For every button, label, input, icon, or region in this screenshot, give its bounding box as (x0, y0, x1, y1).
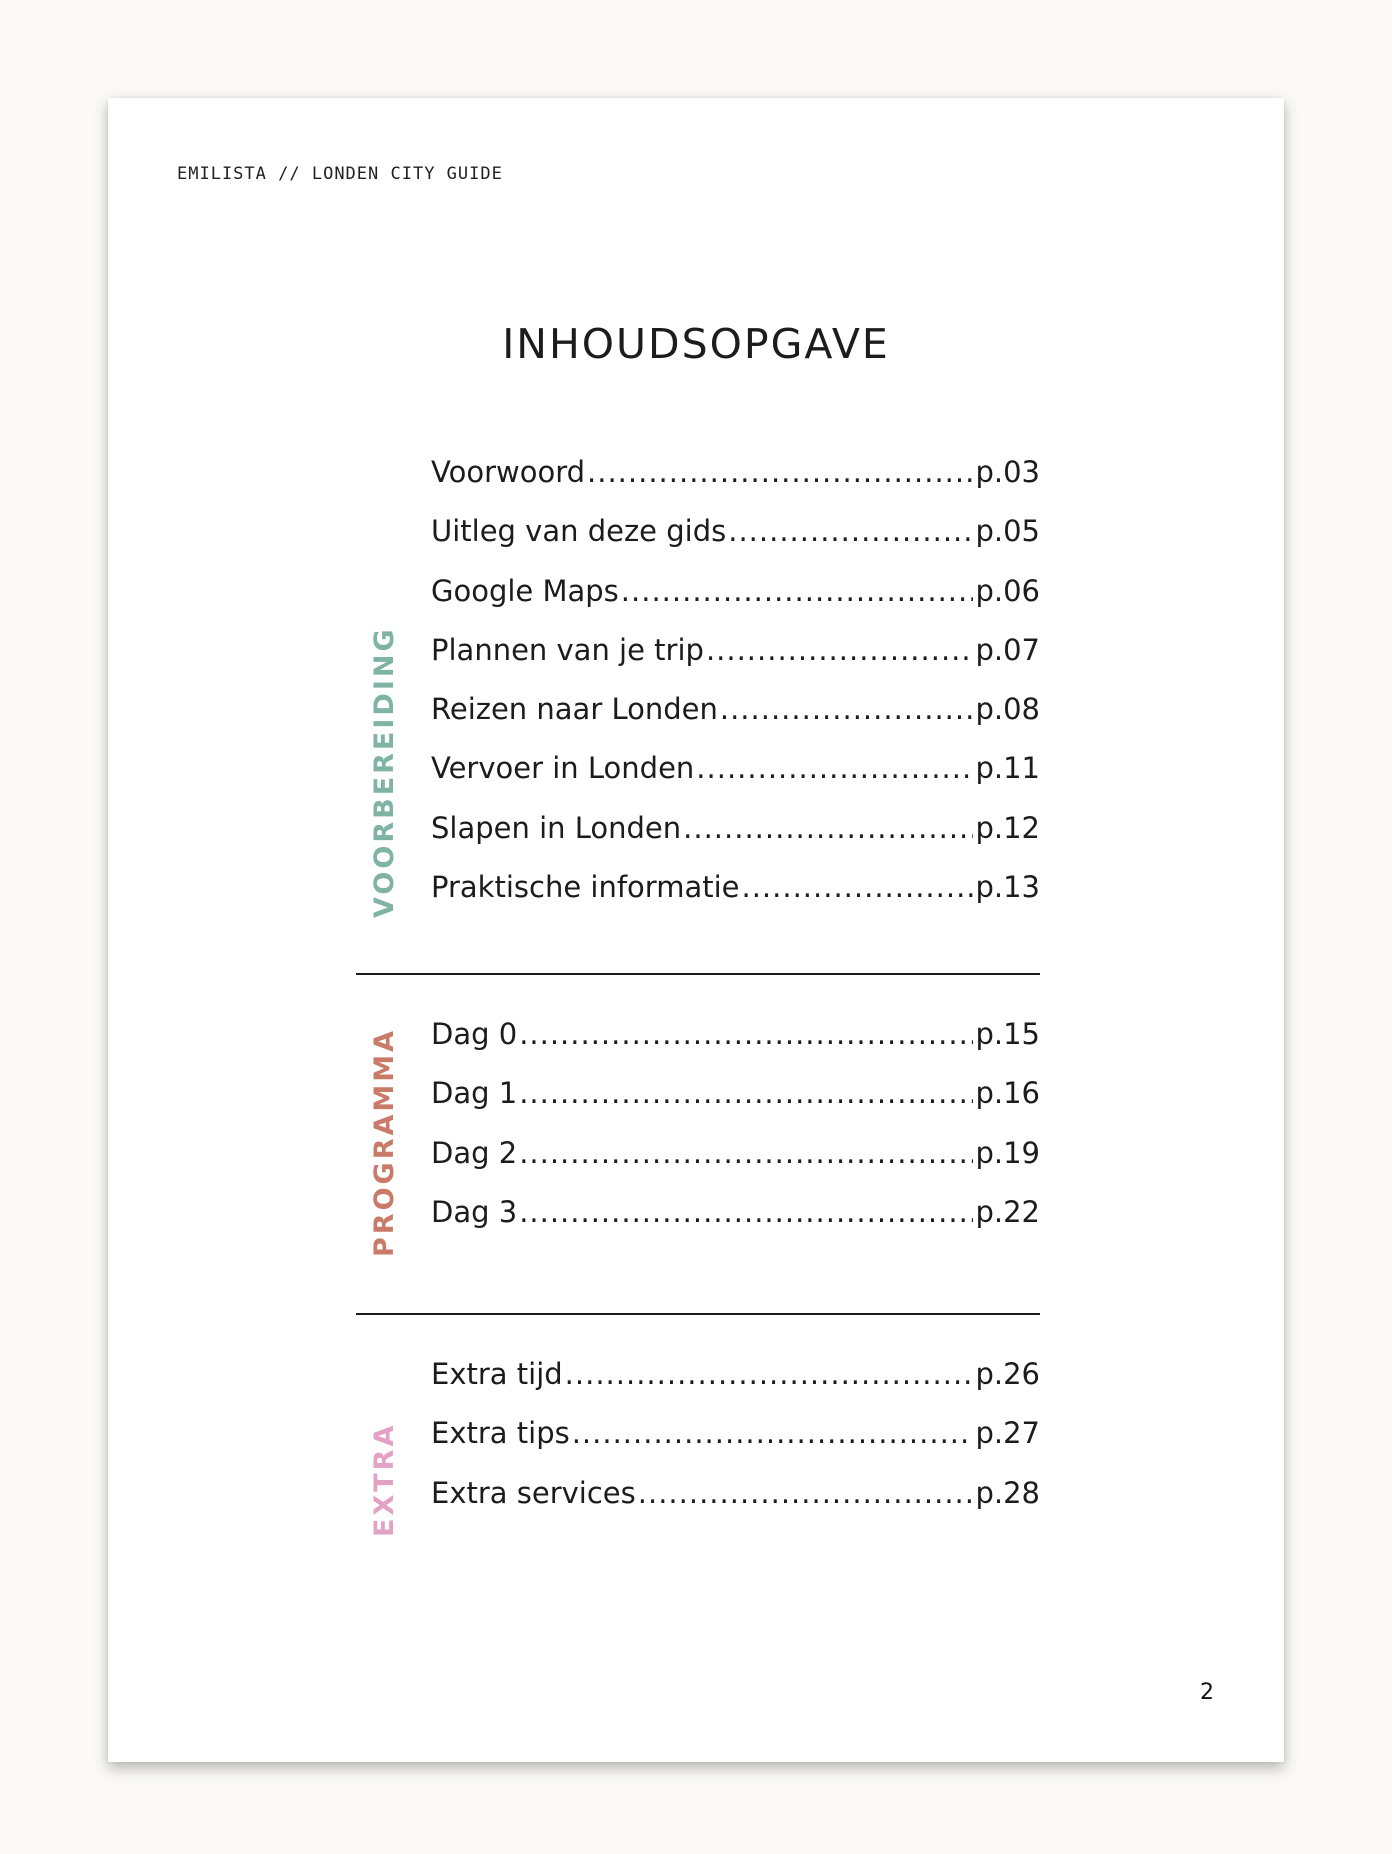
toc-entry-label: Slapen in Londen (431, 810, 682, 845)
toc-section-voorbereiding (431, 455, 1040, 929)
toc-entry-page: p.27 (975, 1416, 1040, 1451)
toc-entry[interactable] (431, 574, 1040, 633)
toc-entry-page: p.15 (975, 1017, 1040, 1051)
toc-entry-label: Google Maps (431, 573, 619, 608)
toc-entry-label: Reizen naar Londen (431, 692, 718, 727)
toc-entry-page: p.06 (975, 573, 1040, 608)
dot-leader (741, 870, 973, 904)
toc-entry[interactable] (431, 811, 1040, 870)
toc-entry-label: Praktische informatie (431, 870, 740, 905)
toc-entry-page: p.13 (975, 870, 1040, 905)
toc-section-extra (431, 1357, 1040, 1535)
toc-entry-label: Dag 0 (431, 1017, 518, 1051)
toc-entry-page: p.05 (975, 514, 1040, 549)
header-guide-title: LONDEN CITY GUIDE (311, 164, 503, 184)
toc-entry[interactable] (431, 692, 1040, 751)
toc-entry-label: Extra services (431, 1475, 636, 1510)
toc-entry-label: Dag 1 (431, 1076, 518, 1111)
section-label-voorbereiding: VOORBEREIDING (369, 626, 400, 918)
dot-leader (728, 514, 973, 548)
toc-entry-label: Extra tijd (431, 1357, 563, 1391)
document-page (108, 98, 1284, 1762)
dot-leader (587, 455, 973, 489)
toc-entry-page: p.19 (975, 1135, 1040, 1170)
section-label-programma: PROGRAMMA (369, 1027, 400, 1257)
toc-entry-page: p.03 (975, 455, 1040, 489)
toc-entry[interactable] (431, 870, 1040, 929)
toc-entry-label: Extra tips (431, 1416, 570, 1451)
header-brand: EMILISTA (177, 164, 267, 184)
toc-entry-page: p.12 (975, 810, 1040, 845)
dot-leader (565, 1357, 974, 1391)
toc-entry[interactable] (431, 1017, 1040, 1076)
dot-leader (519, 1136, 973, 1170)
toc-entry[interactable] (431, 1195, 1040, 1254)
dot-leader (683, 811, 973, 845)
dot-leader (572, 1416, 974, 1450)
toc-entry[interactable] (431, 1476, 1040, 1535)
toc-entry-label: Dag 3 (431, 1194, 518, 1229)
dot-leader (706, 633, 974, 667)
toc-entry-page: p.07 (975, 632, 1040, 667)
toc-entry[interactable] (431, 751, 1040, 810)
page-title: INHOUDSOPGAVE (502, 320, 890, 368)
section-divider (356, 1313, 1040, 1315)
dot-leader (519, 1017, 973, 1051)
toc-entry[interactable] (431, 514, 1040, 573)
toc-entry[interactable] (431, 1136, 1040, 1195)
toc-entry-page: p.26 (975, 1357, 1040, 1391)
toc-entry-page: p.08 (975, 692, 1040, 727)
toc-entry-label: Dag 2 (431, 1135, 518, 1170)
section-divider (356, 973, 1040, 975)
toc-section-programma (431, 1017, 1040, 1254)
toc-entry-page: p.16 (975, 1076, 1040, 1111)
dot-leader (696, 751, 973, 785)
header-separator: // (266, 164, 312, 184)
toc-entry[interactable] (431, 633, 1040, 692)
toc-entry-page: p.28 (975, 1475, 1040, 1510)
toc-entry[interactable] (431, 455, 1040, 514)
dot-leader (720, 692, 974, 726)
toc-entry-label: Uitleg van deze gids (431, 514, 727, 549)
toc-entry-label: Vervoer in Londen (431, 751, 695, 786)
dot-leader (638, 1476, 974, 1510)
section-label-extra: EXTRA (369, 1422, 400, 1537)
toc-entry[interactable] (431, 1076, 1040, 1135)
toc-entry-label: Voorwoord (431, 455, 586, 489)
toc-entry-page: p.11 (975, 751, 1040, 786)
toc-entry[interactable] (431, 1357, 1040, 1416)
dot-leader (519, 1076, 973, 1110)
toc-entry[interactable] (431, 1416, 1040, 1475)
dot-leader (519, 1195, 973, 1229)
page-number: 2 (1200, 1680, 1214, 1705)
toc-entry-page: p.22 (975, 1194, 1040, 1229)
running-header (177, 164, 503, 184)
dot-leader (621, 574, 974, 608)
toc-entry-label: Plannen van je trip (431, 632, 704, 667)
